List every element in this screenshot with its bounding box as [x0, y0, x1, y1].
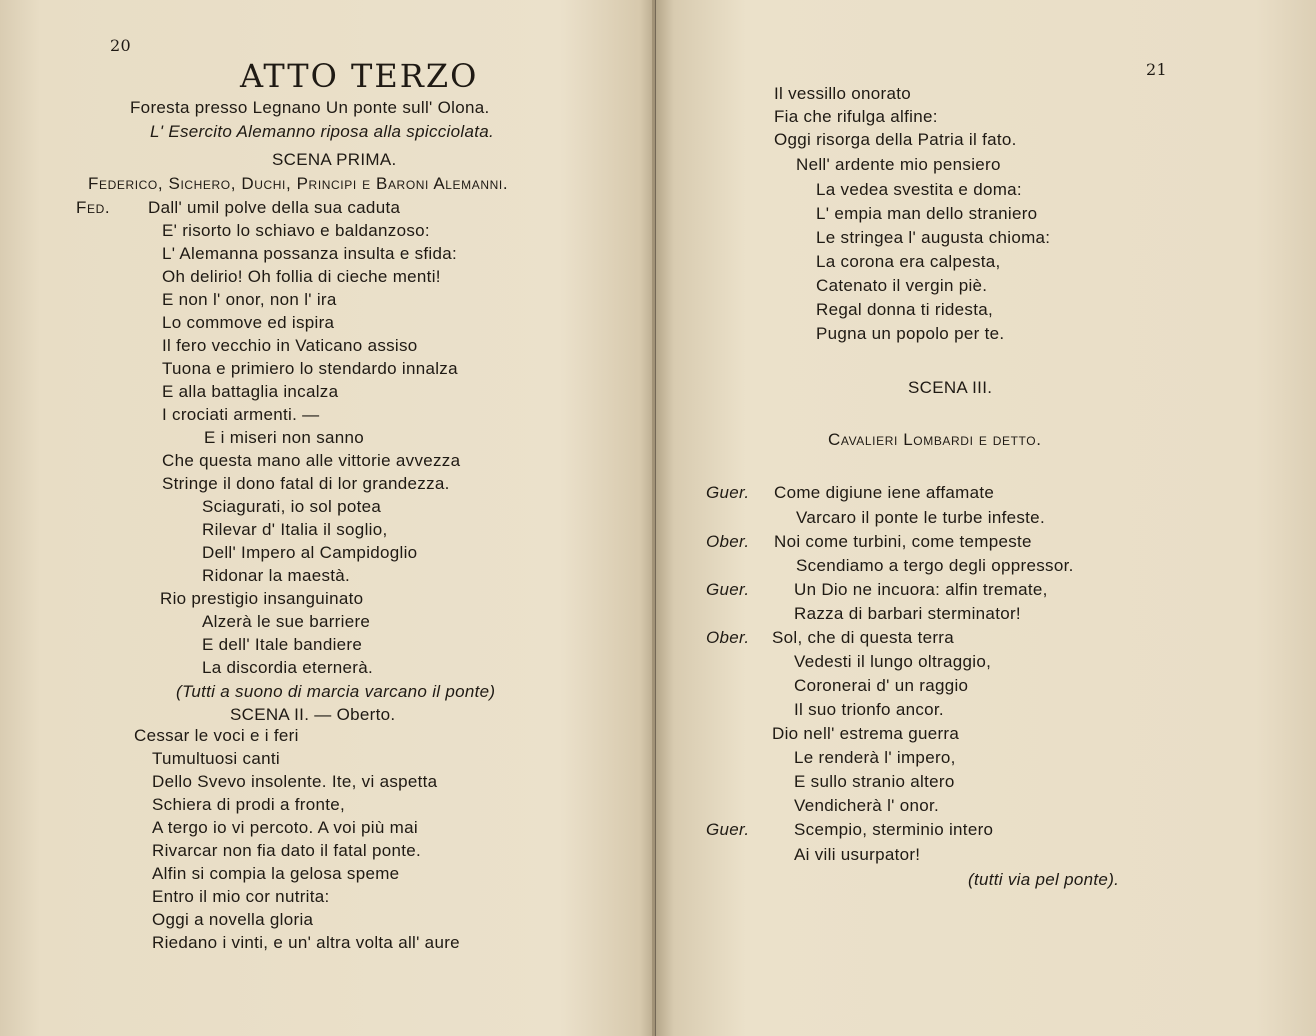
verse-line: Rilevar d' Italia il soglio, — [202, 520, 388, 539]
dialogue-line: Coronerai d' un raggio — [794, 676, 969, 695]
verse-line: E alla battaglia incalza — [162, 382, 339, 401]
verse-line: Alfin si compia la gelosa speme — [152, 864, 400, 883]
verse-line: Alzerà le sue barriere — [202, 612, 371, 631]
dialogue-line: Scempio, sterminio intero — [794, 820, 994, 839]
scene-heading: SCENA II. — Oberto. — [230, 705, 396, 724]
verse-line: L' empia man dello straniero — [816, 204, 1038, 223]
speaker-label: Ober. — [706, 628, 750, 647]
verse-line: La discordia eternerà. — [202, 658, 374, 677]
speaker-label: Fed. — [76, 198, 111, 217]
verse-line: I crociati armenti. — — [162, 405, 320, 424]
verse-line: Stringe il dono fatal di lor grandezza. — [162, 474, 450, 493]
dialogue-line: Varcaro il ponte le turbe infeste. — [796, 508, 1045, 527]
page-number: 20 — [110, 36, 131, 55]
verse-line: Oh delirio! Oh follia di cieche menti! — [162, 267, 441, 286]
verse-line: Dell' Impero al Campidoglio — [202, 543, 418, 562]
dialogue-line: Scendiamo a tergo degli oppressor. — [796, 556, 1074, 575]
dialogue-line: Come digiune iene affamate — [774, 483, 995, 502]
verse-line: Tuona e primiero lo stendardo innalza — [162, 359, 458, 378]
verse-line: Tumultuosi canti — [152, 749, 280, 768]
dialogue-line: Razza di barbari sterminator! — [794, 604, 1021, 623]
dialogue-line: Dio nell' estrema guerra — [772, 724, 960, 743]
verse-line: Oggi a novella gloria — [152, 910, 314, 929]
verse-line: Regal donna ti ridesta, — [816, 300, 994, 319]
dialogue-line: Noi come turbini, come tempeste — [774, 532, 1032, 551]
verse-line: Che questa mano alle vittorie avvezza — [162, 451, 461, 470]
dialogue-line: Sol, che di questa terra — [772, 628, 955, 647]
dialogue-line: Le renderà l' impero, — [794, 748, 956, 767]
verse-line: E dell' Itale bandiere — [202, 635, 363, 654]
verse-line: Riedano i vinti, e un' altra volta all' aure — [152, 933, 460, 952]
verse-line: Entro il mio cor nutrita: — [152, 887, 330, 906]
speaker-label: Guer. — [706, 820, 750, 839]
scene-heading: SCENA PRIMA. — [272, 150, 397, 169]
verse-line: Rio prestigio insanguinato — [160, 589, 364, 608]
scene-heading: SCENA III. — [908, 378, 993, 397]
dialogue-line: Un Dio ne incuora: alfin tremate, — [794, 580, 1048, 599]
verse-line: Rivarcar non fia dato il fatal ponte. — [152, 841, 422, 860]
character-list: Cavalieri Lombardi e detto. — [828, 430, 1042, 449]
verse-line: Dello Svevo insolente. Ite, vi aspetta — [152, 772, 438, 791]
verse-line: Sciagurati, io sol potea — [202, 497, 382, 516]
stage-direction: (tutti via pel ponte). — [968, 870, 1120, 889]
right-page — [656, 0, 1316, 1036]
verse-line: Nell' ardente mio pensiero — [796, 155, 1001, 174]
dialogue-line: E sullo stranio altero — [794, 772, 955, 791]
stage-direction: (Tutti a suono di marcia varcano il ponte) — [176, 682, 496, 701]
speaker-label: Guer. — [706, 483, 750, 502]
verse-line: Fia che rifulga alfine: — [774, 107, 938, 126]
speaker-label: Ober. — [706, 532, 750, 551]
speaker-label: Guer. — [706, 580, 750, 599]
dialogue-line: Vedesti il lungo oltraggio, — [794, 652, 992, 671]
character-list: Federico, Sichero, Duchi, Principi e Baroni Alemanni. — [88, 174, 509, 193]
verse-line: Pugna un popolo per te. — [816, 324, 1005, 343]
verse-line: E i miseri non sanno — [204, 428, 365, 447]
verse-line: E' risorto lo schiavo e baldanzoso: — [162, 221, 430, 240]
verse-line: Oggi risorga della Patria il fato. — [774, 130, 1017, 149]
verse-line: La corona era calpesta, — [816, 252, 1001, 271]
verse-line: Lo commove ed ispira — [162, 313, 335, 332]
dialogue-line: Vendicherà l' onor. — [794, 796, 940, 815]
verse-line: E non l' onor, non l' ira — [162, 290, 337, 309]
verse-line: A tergo io vi percoto. A voi più mai — [152, 818, 418, 837]
page-number: 21 — [1146, 60, 1167, 79]
dialogue-line: Il suo trionfo ancor. — [794, 700, 944, 719]
verse-line: Il vessillo onorato — [774, 84, 912, 103]
left-page — [0, 0, 655, 1036]
verse-line: L' Alemanna possanza insulta e sfida: — [162, 244, 458, 263]
verse-line: Cessar le voci e i feri — [134, 726, 299, 745]
verse-line: Dall' umil polve della sua caduta — [148, 198, 401, 217]
verse-line: Catenato il vergin piè. — [816, 276, 988, 295]
verse-line: La vedea svestita e doma: — [816, 180, 1022, 199]
verse-line: Schiera di prodi a fronte, — [152, 795, 346, 814]
verse-line: Le stringea l' augusta chioma: — [816, 228, 1051, 247]
act-title: ATTO TERZO — [240, 57, 479, 95]
setting-description: Foresta presso Legnano Un ponte sull' Olona. — [130, 98, 490, 117]
verse-line: Il fero vecchio in Vaticano assiso — [162, 336, 418, 355]
verse-line: Ridonar la maestà. — [202, 566, 351, 585]
dialogue-line: Ai vili usurpator! — [794, 845, 921, 864]
stage-note: L' Esercito Alemanno riposa alla spicciolata. — [150, 122, 495, 141]
